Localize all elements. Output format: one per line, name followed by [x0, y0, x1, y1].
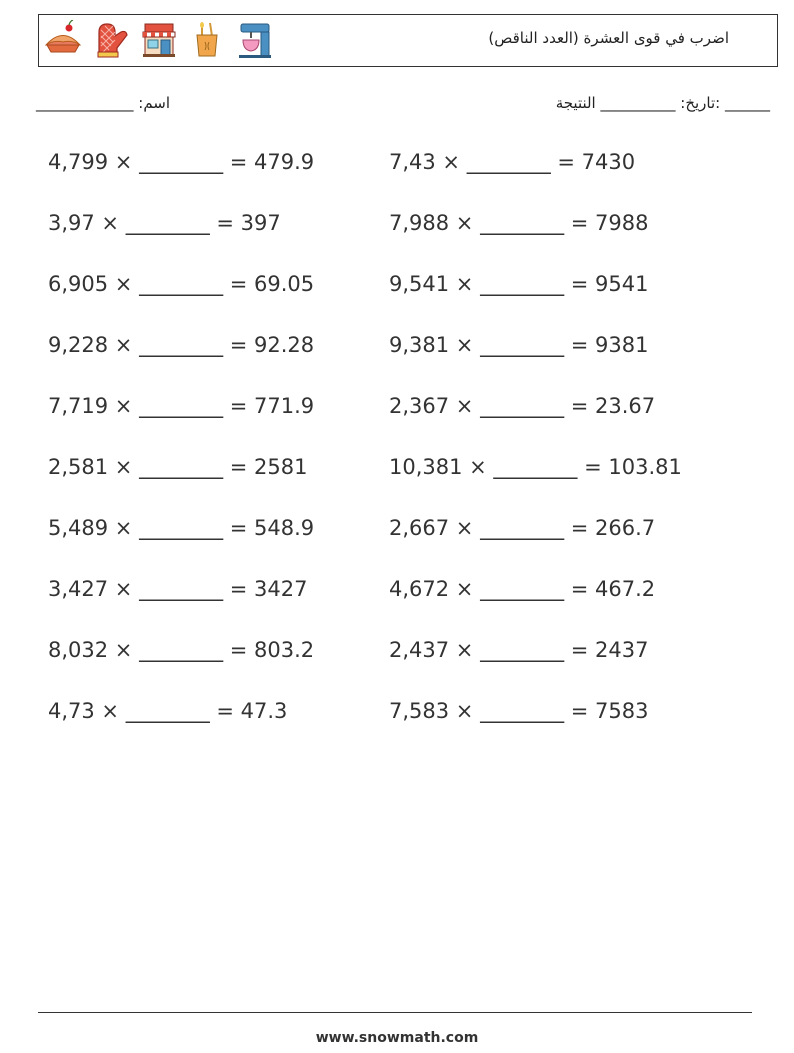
problem-right-8: 4,672 × ________ = 467.2 [389, 577, 656, 601]
pie-icon [43, 20, 83, 60]
problem-left-2: 3,97 × ________ = 397 [48, 211, 281, 235]
problem-left-8: 3,427 × ________ = 3427 [48, 577, 308, 601]
footer-divider [38, 1012, 752, 1013]
date-score-field: ______ :تاريخ: __________ النتيجة [555, 94, 770, 112]
header-icons [43, 20, 275, 60]
name-field: اسم: _____________ [36, 94, 171, 112]
stand-mixer-icon [235, 20, 275, 60]
worksheet-header [38, 14, 778, 67]
problem-left-4: 9,228 × ________ = 92.28 [48, 333, 315, 357]
problem-left-6: 2,581 × ________ = 2581 [48, 455, 308, 479]
problem-left-3: 6,905 × ________ = 69.05 [48, 272, 315, 296]
worksheet-title: اضرب في قوى العشرة (العدد الناقص) [488, 29, 729, 47]
problem-left-7: 5,489 × ________ = 548.9 [48, 516, 315, 540]
problem-right-5: 2,367 × ________ = 23.67 [389, 394, 656, 418]
oven-mitt-icon [91, 20, 131, 60]
problem-left-5: 7,719 × ________ = 771.9 [48, 394, 315, 418]
utensils-cup-icon [187, 20, 227, 60]
problem-right-10: 7,583 × ________ = 7583 [389, 699, 649, 723]
problem-right-3: 9,541 × ________ = 9541 [389, 272, 649, 296]
problem-left-10: 4,73 × ________ = 47.3 [48, 699, 288, 723]
problem-right-6: 10,381 × ________ = 103.81 [389, 455, 682, 479]
problem-left-9: 8,032 × ________ = 803.2 [48, 638, 315, 662]
problem-right-1: 7,43 × ________ = 7430 [389, 150, 636, 174]
bakery-shop-icon [139, 20, 179, 60]
footer-url[interactable]: www.snowmath.com [315, 1030, 479, 1046]
problem-left-1: 4,799 × ________ = 479.9 [48, 150, 315, 174]
problem-right-4: 9,381 × ________ = 9381 [389, 333, 649, 357]
problem-right-7: 2,667 × ________ = 266.7 [389, 516, 656, 540]
problem-right-9: 2,437 × ________ = 2437 [389, 638, 649, 662]
problem-right-2: 7,988 × ________ = 7988 [389, 211, 649, 235]
